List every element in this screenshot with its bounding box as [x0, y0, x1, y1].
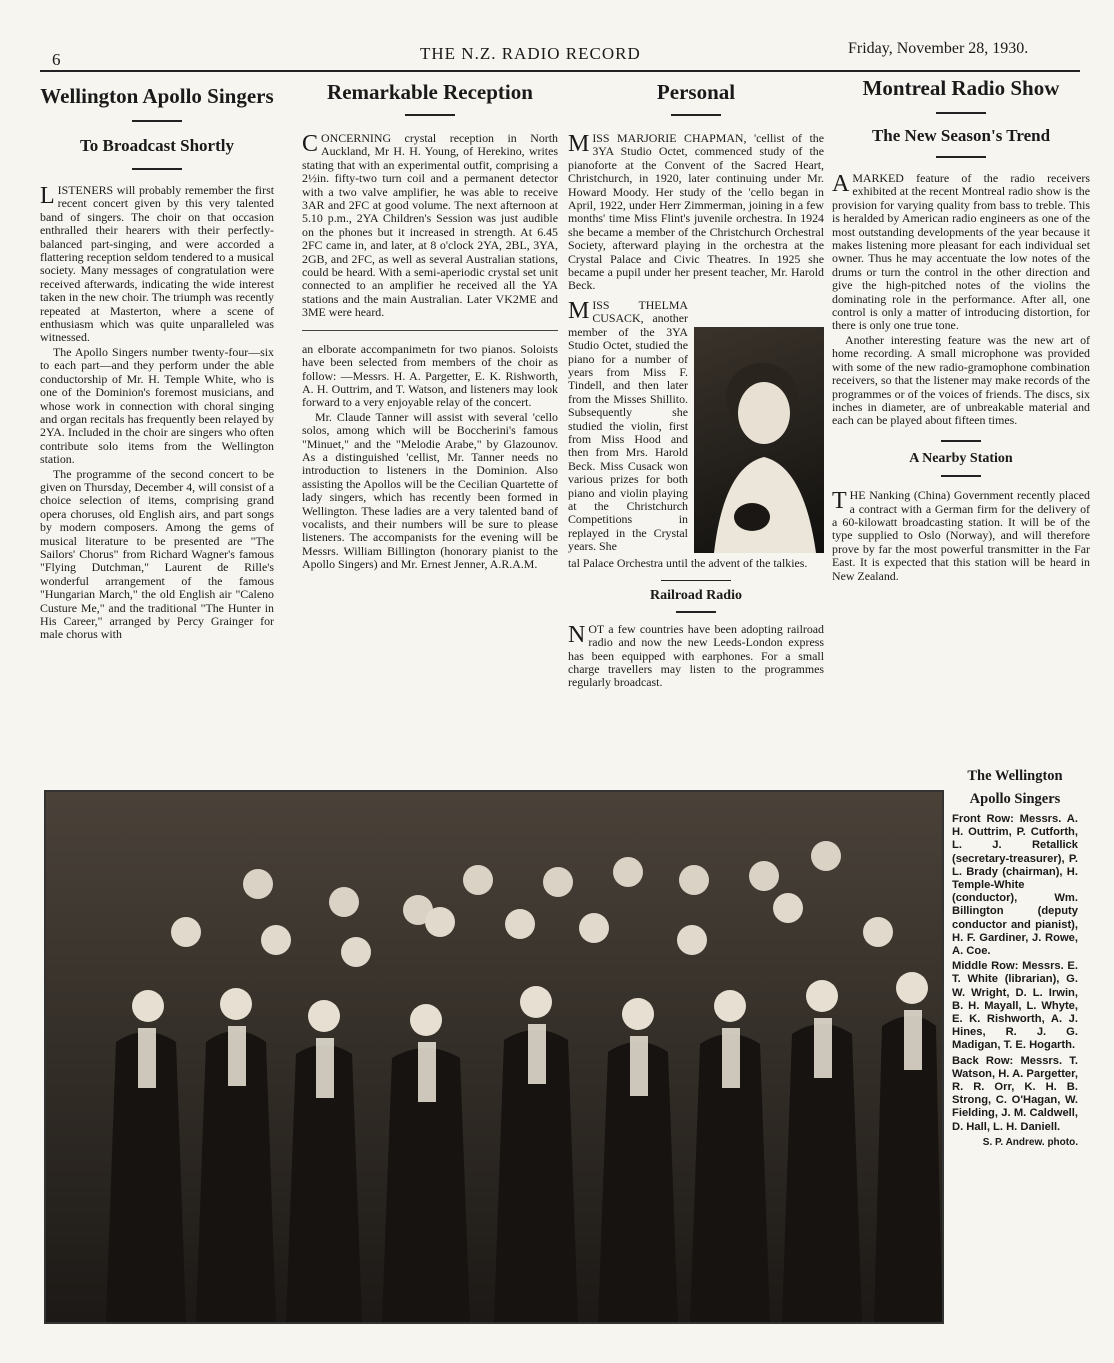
column-divider [302, 330, 558, 331]
divider [671, 114, 721, 116]
headline-remarkable-reception: Remarkable Reception [327, 80, 533, 104]
caption-middle-row: Middle Row: Messrs. E. T. White (librarian), G. W. Wright, D. L. Irwin, B. H. Mayall, L. Whyte, E. K. Rishworth, A. J. Hines, R. J. G. Madigan, T. E. Hogarth. [952, 960, 1078, 1052]
article-paragraph: an elborate accompanimetn for two pianos. Soloists have been selected from members of the choir as follow: —Messrs. H. A. Pargetter, E. K. Rishworth, A. H. Outtrim, and T. Watson, and listeners may look forward to a very enjoyable relay of the concert. [302, 341, 558, 410]
divider [661, 580, 731, 581]
divider [936, 156, 986, 158]
article-paragraph: MISS MARJORIE CHAPMAN, 'cellist of the 3YA Studio Octet, commenced study of the pianoforte at the Convent of the Sacred Heart, Christchurch, in 1920, later continuing under Mr. Howard Moody. Her study of the 'cello began in April, 1922, under Herr Zimmerman, joining in a few months' time Miss Flint's juvenile orchestra. In 1924 she became a member of the Christchurch Orchestral Society, afterward playing in the orchestra at the Crystal Palace and Civic Theatres. In 1925 she became a pupil under her present teacher, Mr. Harold Beck. [568, 131, 824, 293]
article-paragraph: THE Nanking (China) Government recently placed a contract with a German firm for the delivery of a 60-kilowatt broadcasting station. It will be of the type supplied to Oslo (Norway), and will therefore prove by far the most powerful transmitter in the Far East. It is expected that this station will be heard in New Zealand. [832, 488, 1090, 583]
article-paragraph: Another interesting feature was the new art of home recording. A small microphone was provided with some of the new radio-gramophone combination receivers, so that the listener may make records of the programmes or of the voices of friends. The discs, six inches in diameter, are of unbreakable material and each can be played about fifteen times. [832, 332, 1090, 428]
subhead-broadcast: To Broadcast Shortly [80, 136, 234, 155]
subhead-nearby-station: A Nearby Station [909, 450, 1013, 466]
subhead-railroad-radio: Railroad Radio [650, 588, 742, 604]
article-paragraph: CONCERNING crystal reception in North Auckland, Mr H. H. Young, of Herekino, writes stating that with an experimental outfit, comprising a 2½in. fifty-two turn coil and a permanent detector with a two valve amplifier, he was able to receive 3AR and 2FC at good volume. The next afternoon at 5.10 p.m., 2YA Children's Session was just audible on the phones but it increased in strength. At 6.45 2FC came in, and later, at 8 o'clock 2YA, 2BL, 3YA, 2GB, and 2FC, as well as several Australian stations, could be heard. With a semi-aperiodic crystal set unit connected to an amplifier he received all the YA stations and the main Australian. Later VK2ME and 3ME were heard. [302, 131, 558, 320]
issue-date: Friday, November 28, 1930. [848, 40, 1029, 57]
drop-cap: M [568, 131, 590, 157]
photo-caption [952, 765, 1078, 1149]
article-paragraph: The Apollo Singers number twenty-four—six to each part—and they perform under the able conductorship of Mr. H. Temple White, who is one of the Dominion's foremost musicians, and whose work in connection with choral singing and organ recitals has frequently been relayed by 2YA. Included in the choir are singers who often contribute solo items from the Wellington station. [40, 344, 274, 467]
article-paragraph: The programme of the second concert to be given on Thursday, December 4, will consist of a choice selection of items, comprising grand opera choruses, old English airs, and part songs by modern composers. Among the gems of musical literature to be presented are "The Sailors' Chorus" from Richard Wagner's famous "Flying Dutchman," Laurent de Rille's wonderful arrangement of the famous "Hungarian March," the old English air "Caleno Custure Me," and the traditional "The Hunter in His Career," arranged by Percy Grainger for male chorus with [40, 466, 274, 642]
portrait-figure [694, 327, 824, 553]
portrait-photo [694, 327, 824, 553]
divider [941, 440, 981, 442]
column-3 [568, 80, 824, 691]
divider [676, 611, 716, 613]
drop-cap: C [302, 131, 319, 157]
column-1 [40, 84, 274, 643]
headline-montreal: Montreal Radio Show [862, 76, 1060, 100]
article-paragraph: Mr. Claude Tanner will assist with several 'cello solos, among which will be Boccherini's famous "Minuet," and the "Melodie Arabe," by Glazounov. As a distinguished 'cellist, Mr. Tanner needs no introduction to listeners in the Dominion. Also assisting the Apollos will be the Cecilian Quartette of lady singers, which has recently been formed in Wellington. These ladies are a very talented band of vocalists, and their numbers will be sure to please listeners. The accompanists for the evening will be Messrs. William Billington (honorary pianist to the Apollo Singers) and Mr. Ernest Jenner, A.R.A.M. [302, 409, 558, 572]
column-2 [302, 80, 558, 573]
drop-cap: A [832, 171, 850, 197]
photo-credit: S. P. Andrew. photo. [982, 1136, 1078, 1148]
divider [405, 114, 455, 116]
article-paragraph: LISTENERS will probably remember the first recent concert given by this very talented band of singers. The choir on that occasion enthralled their hearers with their perfectly-balanced part-singing, and were accorded a flattering reception seldom tendered to a musical society. Many messages of congratulation were received afterwards, indicating the wide interest taken in the new choir. The triumph was recently repeated at Masterton, where a scene of enthusiasm which was quite unparalleled was witnessed. [40, 183, 274, 345]
drop-cap: M [568, 297, 590, 324]
divider [132, 168, 182, 170]
masthead: THE N.Z. RADIO RECORD [420, 44, 641, 63]
subhead-season-trend: The New Season's Trend [871, 126, 1051, 145]
drop-cap: L [40, 183, 55, 209]
article-paragraph: NOT a few countries have been adopting railroad radio and now the new Leeds-London express has been equipped with earphones. For a small charge travellers may listen to the programmes regularly broadcast. [568, 621, 824, 690]
group-photo [44, 790, 944, 1324]
caption-back-row: Back Row: Messrs. T. Watson, H. A. Pargetter, R. R. Orr, K. H. B. Strong, C. O'Hagan, W. Fielding, J. M. Caldwell, D. Hall, L. H. Daniell. [952, 1054, 1078, 1133]
header-rule [40, 70, 1080, 72]
caption-front-row: Front Row: Messrs. A. H. Outtrim, P. Cutforth, L. J. Retallick (secretary-treasurer), P. L. Brady (chairman), H. Temple-White (conductor), Wm. Billington (deputy conductor and pianist), H. F. Gardiner, J. Rowe, A. Coe. [952, 813, 1078, 958]
article-paragraph: M ISS THELMA CUSACK, another member of the 3YA Studio Octet, studied the piano for a number of years from Miss F. Tindell, and then later from the Misses Shillito. Subsequently she studied the violin, first from Miss Hood and then from Mrs. Harold Beck. Miss Cusack won various prizes for both piano and violin playing at the Christchurch Competitions in replayed in the Crystal years. She [568, 299, 824, 554]
column-4 [832, 76, 1090, 584]
headline-personal: Personal [656, 80, 736, 104]
choir-figures [46, 792, 942, 1322]
article-paragraph: tal Palace Orchestra until the advent of the talkies. [568, 555, 808, 570]
page-number: 6 [52, 50, 62, 69]
headline-apollo-singers: Wellington Apollo Singers [40, 84, 274, 108]
caption-title: The Wellington Apollo Singers [967, 768, 1063, 807]
divider [941, 475, 981, 477]
article-paragraph: AMARKED feature of the radio receivers exhibited at the recent Montreal radio show is the provision for varying quality from bass to treble. This is heralded by American radio engineers as one of the most outstanding developments of the year because it makes listening more pleasant for each individual set owner. Thus he may accentuate the low notes of the drums or turn the control in the other direction and give the high-pitched notes of the violins the dominating role in the performance. After all, one control is only a matter of introducing distortion, for there is only one true tone. [832, 171, 1090, 333]
drop-cap: N [568, 621, 586, 648]
drop-cap: T [832, 488, 847, 515]
divider [132, 120, 182, 122]
divider [936, 112, 986, 114]
